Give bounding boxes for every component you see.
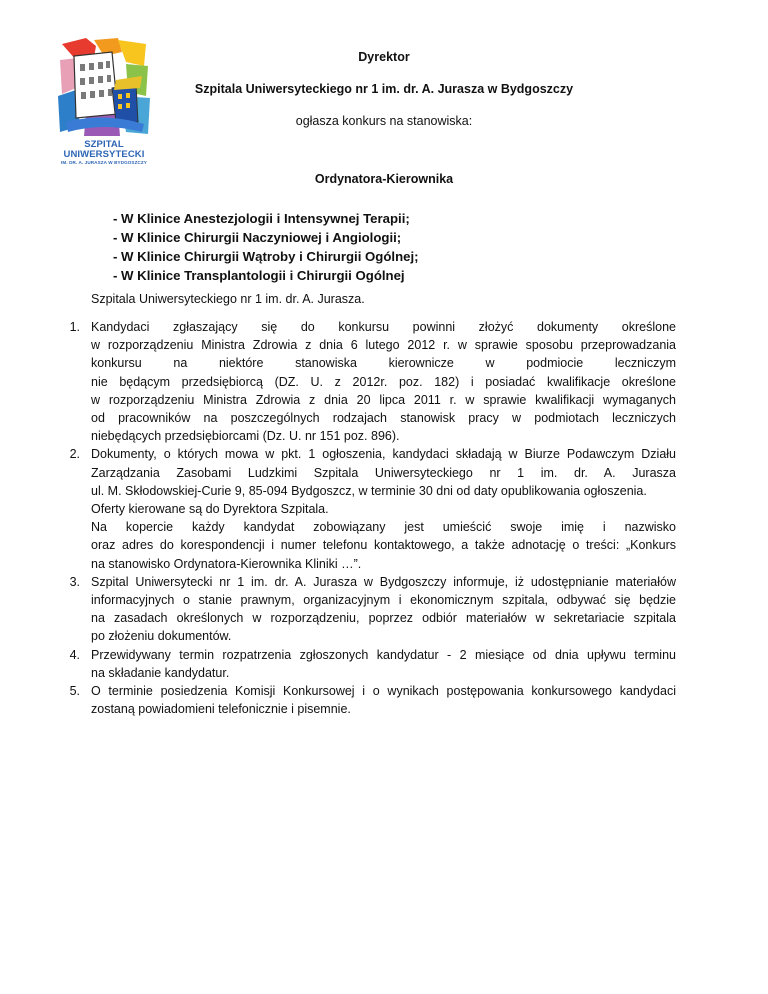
intro-text: Szpitala Uniwersyteckiego nr 1 im. dr. A. Jurasza. [91, 292, 365, 306]
item-line: od pracowników na poszczególnych rodzajach stanowisk pracy w podmiotach leczniczych [91, 411, 676, 426]
logo-name-line2: IM. DR. A. JURASZA W BYDGOSZCZY [61, 160, 147, 165]
clinics-list [113, 209, 419, 285]
item-line: O terminie posiedzenia Komisji Konkursowej i o wynikach postępowania konkursowego kandydaci [91, 684, 676, 699]
requirements-list [58, 318, 676, 718]
clinic-item: - W Klinice Chirurgii Wątroby i Chirurgii Ogólnej; [113, 249, 419, 264]
list-item [58, 682, 676, 718]
header-hospital: Szpitala Uniwersyteckiego nr 1 im. dr. A. Jurasza w Bydgoszczy [194, 82, 574, 96]
clinic-item: - W Klinice Chirurgii Naczyniowej i Angiologii; [113, 230, 402, 245]
item-line: Kandydaci zgłaszający się do konkursu powinni złożyć dokumenty określone [91, 320, 676, 334]
clinic-item: - W Klinice Anestezjologii i Intensywnej Terapii; [113, 211, 410, 226]
item-line: Zarządzania Zasobami Ludzkimi Szpitala Uniwersyteckiego nr 1 im. dr. A. Jurasza [91, 465, 676, 480]
item-number: 1. [69, 320, 80, 334]
item-line: na zasadach określonych w rozporządzeniu, poprzez odbiór materiałów w sekretariacie szpitala [91, 611, 676, 626]
item-line: w rozporządzeniu Ministra Zdrowia z dnia 20 lipca 2011 r. w sprawie kwalifikacji wymaganych [91, 392, 676, 407]
item-line: Na kopercie każdy kandydat zobowiązany jest umieścić swoje imię i nazwisko [91, 520, 676, 535]
item-line: Przewidywany termin rozpatrzenia zgłoszonych kandydatur - 2 miesiące od dnia upływu terminu [91, 647, 676, 662]
header-director: Dyrektor [358, 50, 410, 64]
item-line: Oferty kierowane są do Dyrektora Szpitala. [91, 502, 329, 517]
item-line: oraz adres do korespondencji i numer telefonu kontaktowego, a także adnotację o treści: „Konkurs [91, 538, 676, 553]
item-number: 3. [69, 574, 80, 589]
list-item [58, 318, 676, 445]
list-item [58, 646, 676, 682]
item-line: na stanowisko Ordynatora-Kierownika Kliniki …”. [91, 556, 362, 571]
item-line: zostaną powiadomieni telefonicznie i pisemnie. [91, 702, 351, 717]
item-number: 5. [69, 684, 80, 699]
item-line: nie będącym przedsiębiorcą (DZ. U. z 2012r. poz. 182) i posiadać kwalifikacje określone [91, 374, 676, 389]
item-line: w rozporządzeniu Ministra Zdrowia z dnia 6 lutego 2012 r. w sprawie sposobu przeprowadzania [91, 338, 676, 353]
list-item [58, 445, 676, 572]
clinic-item: - W Klinice Transplantologii i Chirurgii Ogólnej [113, 268, 405, 283]
item-line: konkursu na niektóre stanowiska kierownicze w podmiocie leczniczym [91, 356, 676, 371]
position-title: Ordynatora-Kierownika [314, 172, 454, 186]
item-line: niebędących przedsiębiorcami (Dz. U. nr 151 poz. 896). [91, 429, 400, 444]
item-line: po złożeniu dokumentów. [91, 629, 232, 644]
logo-name-line1: SZPITAL UNIWERSYTECKI [63, 139, 145, 160]
list-item [58, 573, 676, 646]
item-line: na składanie kandydatur. [91, 665, 230, 680]
item-line: ul. M. Skłodowskiej-Curie 9, 85-094 Bydgoszcz, w terminie 30 dni od daty opublikowania ogłoszenia. [91, 483, 647, 498]
item-number: 4. [69, 647, 80, 662]
item-line: Szpital Uniwersytecki nr 1 im. dr. A. Jurasza w Bydgoszczy informuje, iż udostępnianie materiałów [91, 574, 676, 589]
item-number: 2. [69, 447, 80, 462]
header-announcement: ogłasza konkurs na stanowiska: [295, 114, 473, 128]
item-line: Dokumenty, o których mowa w pkt. 1 ogłoszenia, kandydaci składają w Biurze Podawczym Działu [91, 447, 676, 462]
item-line: informacyjnych o stanie prawnym, organizacyjnym i ekonomicznym szpitala, odbywać się będzie [91, 593, 676, 608]
